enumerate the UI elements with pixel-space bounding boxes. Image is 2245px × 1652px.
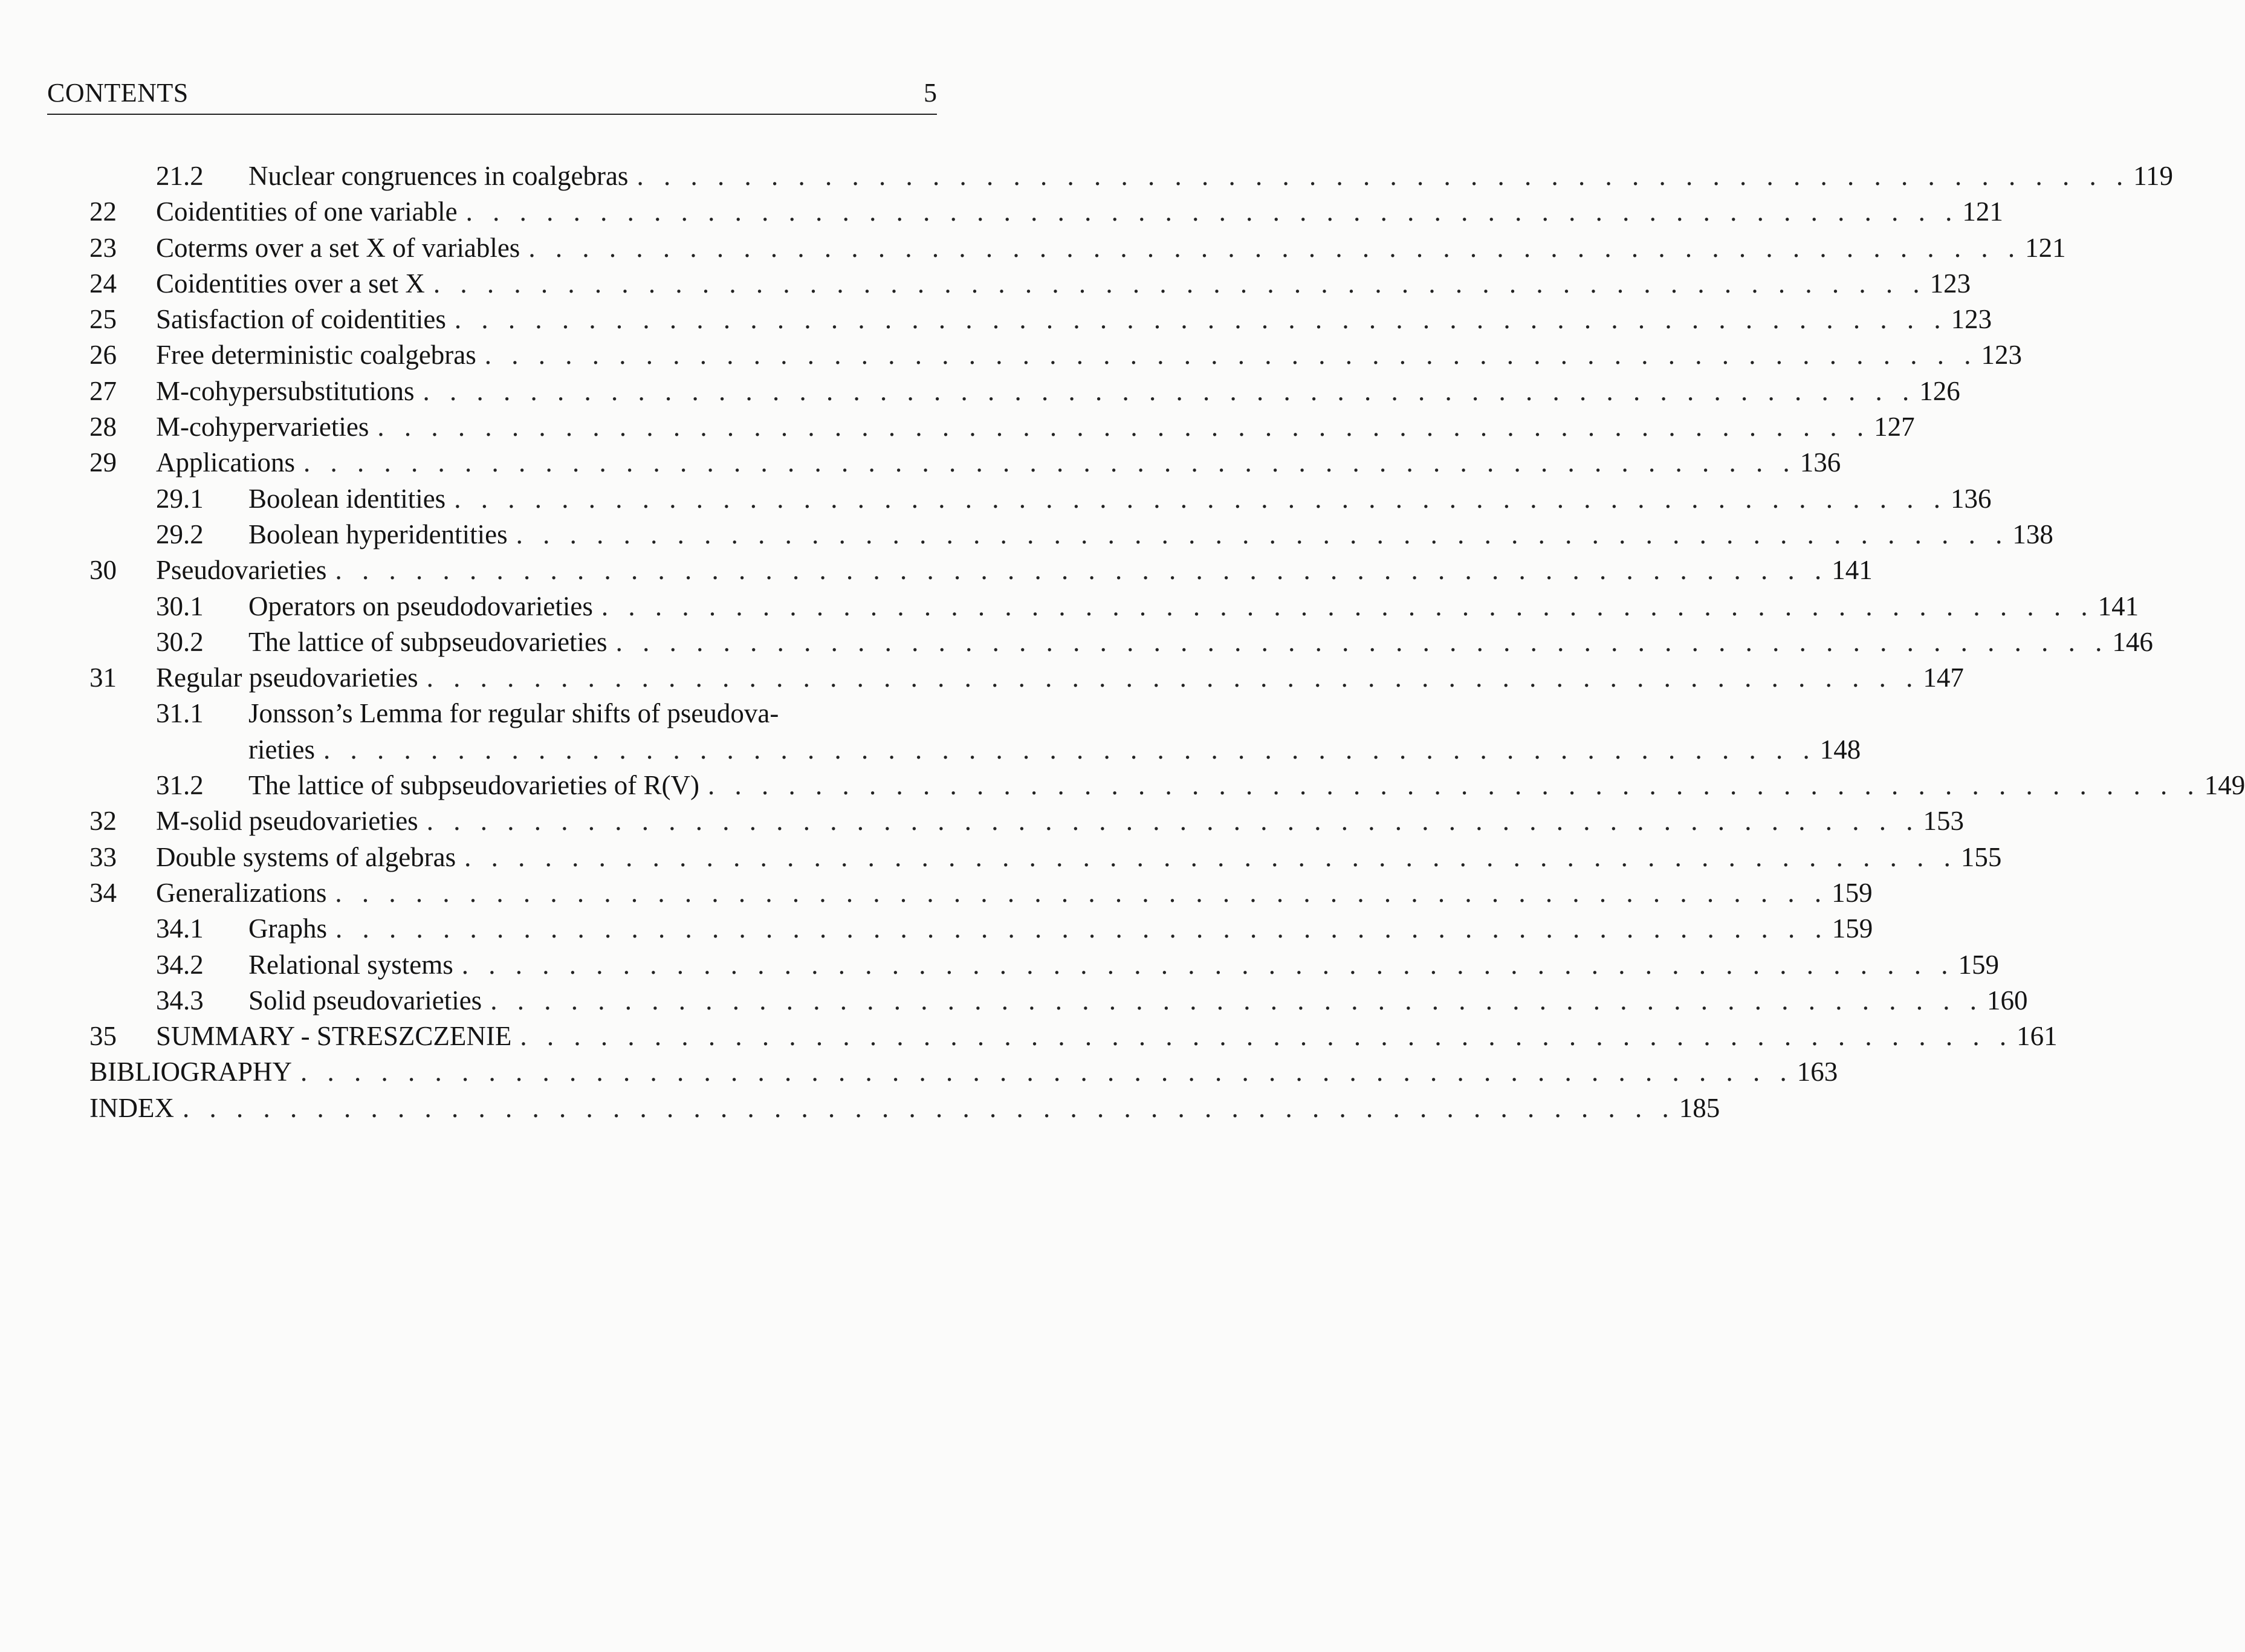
toc-entry-number: 24 [89,268,117,299]
leader-dots: . . . . . . . . . . . . . . . . . . . . . . . . . . . . . . . . . . . . . . . . . . . . . . . . . . . . . . . . [465,196,1959,227]
toc-entry [0,589,2139,624]
toc-entry-number: 32 [89,806,117,837]
toc-entry-number: 31.1 [156,698,204,729]
toc-entry-continuation [0,732,1861,768]
toc-entry-title: Satisfaction of coidentities [156,304,446,335]
running-head-title: CONTENTS [47,78,189,108]
toc-entry-number: 33 [89,841,117,872]
toc-entry-title: M-cohypersubstitutions [156,375,415,406]
toc-entry-number: 31 [89,662,117,693]
toc-entry-number: 27 [89,375,117,406]
toc-entry-title: Pseudovarieties [156,555,327,586]
toc-entry [0,947,1999,983]
leader-dots: . . . . . . . . . . . . . . . . . . . . . . . . . . . . . . . . . . . . . . . . . . . . . . . . . . . . . . . . [433,268,1926,299]
toc-entry-title: Operators on pseudodovarieties [248,591,593,621]
toc-entry-number: 34.1 [156,913,204,944]
toc-entry-page: 121 [2025,232,2066,263]
toc-entry [0,875,1873,911]
toc-entry-page: 136 [1950,483,1992,514]
toc-entry [0,768,2245,803]
toc-entry-number: 29 [89,447,117,478]
leader-dots: . . . . . . . . . . . . . . . . . . . . . . . . . . . . . . . . . . . . . . . . . . . . . . . . . . . . . . . . [490,985,1983,1015]
leader-dots: . . . . . . . . . . . . . . . . . . . . . . . . . . . . . . . . . . . . . . . . . . . . . . . . . . . . . . . . [426,806,1920,837]
leader-dots: . . . . . . . . . . . . . . . . . . . . . . . . . . . . . . . . . . . . . . . . . . . . . . . . . . . . . . . . [426,662,1920,693]
toc-entry [0,230,2066,266]
toc-entry-page: 185 [1679,1092,1720,1123]
toc-entry [0,696,1040,731]
toc-entry [0,158,2174,194]
toc-entry-page: 123 [1951,304,1992,335]
leader-dots: . . . . . . . . . . . . . . . . . . . . . . . . . . . . . . . . . . . . . . . . . . . . . . . . . . . . . . . . [615,626,2109,657]
toc-entry-number: 26 [89,340,117,371]
toc-entry-page: 159 [1958,949,1999,980]
toc-entry [0,409,1915,445]
toc-entry-number: 28 [89,412,117,442]
toc-entry-page: 138 [2012,519,2053,549]
toc-entry [0,1019,2058,1054]
toc-entry-page: 149 [2204,770,2245,801]
toc-entry [0,624,2153,660]
toc-entry [0,660,1964,696]
leader-dots: . . . . . . . . . . . . . . . . . . . . . . . . . . . . . . . . . . . . . . . . . . . . . . . . . . . . . . . . [528,232,2022,263]
leader-dots: . . . . . . . . . . . . . . . . . . . . . . . . . . . . . . . . . . . . . . . . . . . . . . . . . . . . . . . . [461,949,1955,980]
toc-entry-title: SUMMARY - STRESZCZENIE [156,1021,512,1052]
toc-entry [0,803,1964,839]
toc-entry [0,302,1992,337]
leader-dots: . . . . . . . . . . . . . . . . . . . . . . . . . . . . . . . . . . . . . . . . . . . . . . . . . . . . . . . . [377,412,1871,442]
toc-entry-page: 159 [1832,913,1873,944]
toc-entry-number: 34.2 [156,949,204,980]
toc-entry-page: 141 [1832,555,1873,586]
toc-entry [0,481,1992,517]
toc-entry-page: 155 [1960,841,2002,872]
toc-entry [0,337,2023,373]
toc-entry-title: The lattice of subpseudovarieties [248,626,607,657]
toc-entry-title: M-cohypervarieties [156,412,369,442]
toc-entry-page: 161 [2017,1021,2058,1052]
leader-dots: . . . . . . . . . . . . . . . . . . . . . . . . . . . . . . . . . . . . . . . . . . . . . . . . . . . . . . . . [303,447,1796,478]
toc-entry-title: Relational systems [248,949,453,980]
toc-entry-title: INDEX [89,1092,174,1123]
toc-entry-number: 30.2 [156,626,204,657]
leader-dots: . . . . . . . . . . . . . . . . . . . . . . . . . . . . . . . . . . . . . . . . . . . . . . . . . . . . . . . . [454,483,1947,514]
toc-entry-title: Jonsson’s Lemma for regular shifts of pseudova- [248,698,779,729]
toc-entry-title: Nuclear congruences in coalgebras [248,161,629,191]
toc-entry-number: 22 [89,196,117,227]
toc-entry-title: M-solid pseudovarieties [156,806,418,837]
toc-entry-title: Solid pseudovarieties [248,985,482,1015]
toc-entry-title-continued: rieties [248,734,315,765]
toc-entry-number: 30 [89,555,117,586]
toc-entry [0,840,2002,875]
toc-entry-page: 163 [1796,1057,1838,1087]
toc-entry-page: 148 [1819,734,1861,765]
toc-entry-title: BIBLIOGRAPHY [89,1057,293,1087]
leader-dots: . . . . . . . . . . . . . . . . . . . . . . . . . . . . . . . . . . . . . . . . . . . . . . . . . . . . . . . . [516,519,2009,549]
toc-entry [0,374,1960,409]
toc-entry-page: 153 [1923,806,1964,837]
toc-entry-number: 25 [89,304,117,335]
toc-entry-number: 23 [89,232,117,263]
toc-entry-number: 29.1 [156,483,204,514]
leader-dots: . . . . . . . . . . . . . . . . . . . . . . . . . . . . . . . . . . . . . . . . . . . . . . . . . . . . . . . . [484,340,1978,371]
toc-entry-title: Boolean hyperidentities [248,519,508,549]
toc-entry-number: 21.2 [156,161,204,191]
leader-dots: . . . . . . . . . . . . . . . . . . . . . . . . . . . . . . . . . . . . . . . . . . . . . . . . . . . . . . . . [182,1092,1676,1123]
toc-entry [0,266,1971,302]
toc-entry-page: 123 [1929,268,1971,299]
toc-entry [0,1090,1720,1126]
toc-entry-title: Generalizations [156,877,327,908]
toc-entry-number: 34.3 [156,985,204,1015]
leader-dots: . . . . . . . . . . . . . . . . . . . . . . . . . . . . . . . . . . . . . . . . . . . . . . . . . . . . . . . . [708,770,2201,801]
toc-entry-title: Boolean identities [248,483,446,514]
leader-dots: . . . . . . . . . . . . . . . . . . . . . . . . . . . . . . . . . . . . . . . . . . . . . . . . . . . . . . . . [454,304,1948,335]
toc-entry-title: Applications [156,447,295,478]
leader-dots: . . . . . . . . . . . . . . . . . . . . . . . . . . . . . . . . . . . . . . . . . . . . . . . . . . . . . . . . [423,375,1916,406]
toc-entry-number: 34 [89,877,117,908]
toc-entry-number: 30.1 [156,591,204,621]
running-head [47,77,937,115]
toc-entry-title: Coidentities over a set X [156,268,425,299]
toc-entry-page: 121 [1962,196,2003,227]
toc-entry-title: Double systems of algebras [156,841,456,872]
leader-dots: . . . . . . . . . . . . . . . . . . . . . . . . . . . . . . . . . . . . . . . . . . . . . . . . . . . . . . . . [520,1021,2013,1052]
toc-entry-title: Free deterministic coalgebras [156,340,476,371]
toc-entry-title: The lattice of subpseudovarieties of R(V) [248,770,700,801]
toc-entry-page: 123 [1981,340,2023,371]
toc-entry-page: 126 [1919,375,1960,406]
toc-entry-page: 146 [2112,626,2153,657]
toc-entry-number: 35 [89,1021,117,1052]
leader-dots: . . . . . . . . . . . . . . . . . . . . . . . . . . . . . . . . . . . . . . . . . . . . . . . . . . . . . . . . [335,913,1829,944]
leader-dots: . . . . . . . . . . . . . . . . . . . . . . . . . . . . . . . . . . . . . . . . . . . . . . . . . . . . . . . . [637,161,2130,191]
toc-entry-page: 119 [2133,161,2174,191]
toc-entry-page: 127 [1874,412,1915,442]
toc-entry-title: Regular pseudovarieties [156,662,418,693]
toc-entry-page: 160 [1986,985,2028,1015]
toc-entry [0,445,1841,481]
toc-entry-number: 29.2 [156,519,204,549]
leader-dots: . . . . . . . . . . . . . . . . . . . . . . . . . . . . . . . . . . . . . . . . . . . . . . . . . . . . . . . . [300,1057,1793,1087]
toc-entry-page: 147 [1923,662,1964,693]
toc-entry-title: Coterms over a set X of variables [156,232,520,263]
toc-entry-title: Coidentities of one variable [156,196,458,227]
toc-entry-page: 141 [2098,591,2139,621]
toc-entry [0,1054,1838,1090]
toc-entry-page: 136 [1800,447,1841,478]
toc-entry [0,983,2028,1019]
toc-entry-page: 159 [1832,877,1873,908]
leader-dots: . . . . . . . . . . . . . . . . . . . . . . . . . . . . . . . . . . . . . . . . . . . . . . . . . . . . . . . . [464,841,1957,872]
leader-dots: . . . . . . . . . . . . . . . . . . . . . . . . . . . . . . . . . . . . . . . . . . . . . . . . . . . . . . . . [323,734,1816,765]
leader-dots: . . . . . . . . . . . . . . . . . . . . . . . . . . . . . . . . . . . . . . . . . . . . . . . . . . . . . . . . [335,555,1829,586]
toc-entry [0,552,1873,588]
toc-entry [0,194,2003,230]
toc-entry [0,911,1873,947]
toc-entry-number: 31.2 [156,770,204,801]
toc-entry [0,517,2053,552]
toc-entry-title: Graphs [248,913,327,944]
page-number: 5 [924,78,937,108]
leader-dots: . . . . . . . . . . . . . . . . . . . . . . . . . . . . . . . . . . . . . . . . . . . . . . . . . . . . . . . . [335,877,1829,908]
table-of-contents [0,158,2245,1126]
leader-dots: . . . . . . . . . . . . . . . . . . . . . . . . . . . . . . . . . . . . . . . . . . . . . . . . . . . . . . . . [601,591,2094,621]
